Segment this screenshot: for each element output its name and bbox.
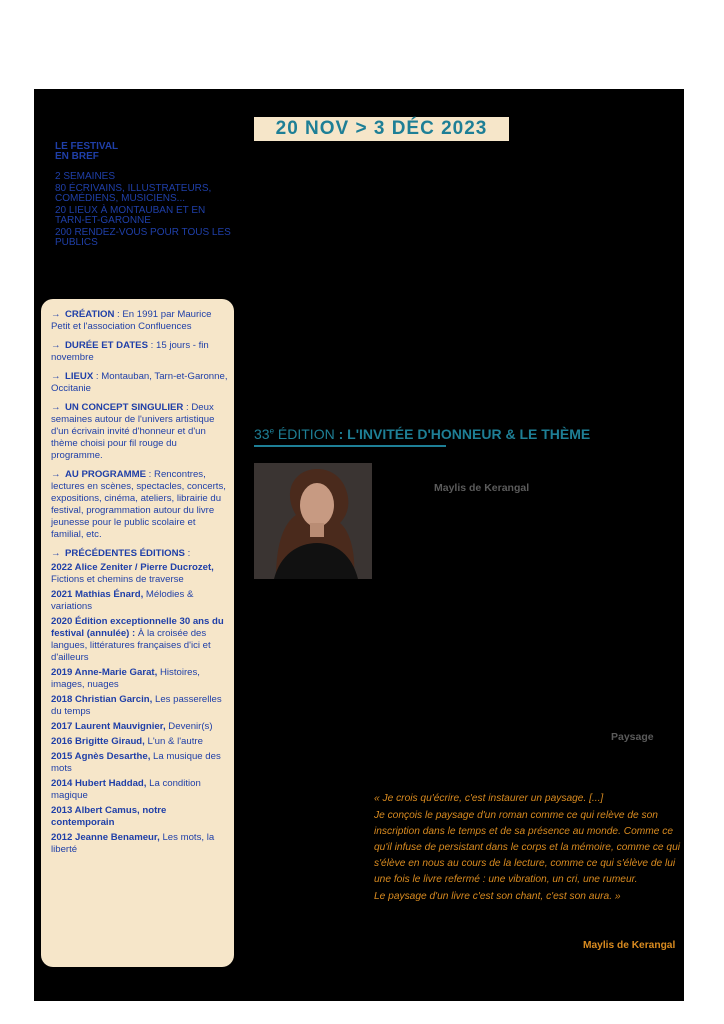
arrow-right-icon: →	[51, 548, 61, 559]
info-section-places: → LIEUX : Montauban, Tarn-et-Garonne, Occitanie	[51, 371, 228, 394]
festival-dates-banner: 20 NOV > 3 DÉC 2023	[254, 117, 509, 141]
info-section-program: → AU PROGRAMME : Rencontres, lectures en scènes, spectacles, concerts, expositions, cinéma, ateliers, librairie du festival, programmation autour du livre jeunesse pour le public scolaire et familial, etc.	[51, 469, 226, 540]
previous-editions-heading: → PRÉCÉDENTES ÉDITIONS :	[51, 548, 191, 559]
quote-signature: Maylis de Kerangal	[583, 940, 676, 951]
program-page	[34, 89, 684, 1001]
previous-edition: 2012 Jeanne Benameur, Les mots, la liberté	[51, 832, 215, 855]
arrow-right-icon: →	[51, 402, 61, 413]
heading-underline	[254, 445, 446, 447]
previous-edition: 2019 Anne-Marie Garat, Histoires, images, nuages	[51, 667, 200, 690]
author-name: Maylis de Kerangal	[434, 482, 530, 494]
summary-item: 200 RENDEZ-VOUS POUR TOUS LES PUBLICS	[55, 227, 231, 248]
previous-edition: 2014 Hubert Haddad, La condition magique	[51, 778, 201, 801]
previous-edition: 2013 Albert Camus, notre contemporain	[51, 805, 167, 828]
quote-line: « Je crois qu'écrire, c'est instaurer un paysage. [...]	[374, 793, 604, 804]
theme-label: Paysage	[611, 731, 654, 743]
previous-edition: 2022 Alice Zeniter / Pierre Ducrozet, Fictions et chemins de traverse	[51, 562, 214, 585]
summary-item: 20 LIEUX À MONTAUBAN ET EN TARN-ET-GARONNE	[55, 205, 206, 226]
festival-summary	[55, 142, 235, 250]
info-section-dates: → DURÉE ET DATES : 15 jours - fin novembre	[51, 340, 209, 363]
previous-edition: 2018 Christian Garcin, Les passerelles du temps	[51, 694, 222, 717]
previous-edition: 2017 Laurent Mauvignier, Devenir(s)	[51, 721, 213, 732]
previous-edition: 2021 Mathias Énard, Mélodies & variations	[51, 589, 194, 612]
arrow-right-icon: →	[51, 340, 61, 351]
summary-title: LE FESTIVAL EN BREF	[55, 141, 119, 162]
author-quote	[374, 791, 684, 906]
previous-edition: 2015 Agnès Desarthe, La musique des mots	[51, 751, 221, 774]
previous-edition: 2020 Édition exceptionnelle 30 ans du festival (annulée) : À la croisée des langues, littératures françaises d'ici et d'ailleurs	[51, 616, 224, 663]
quote-line: Le paysage d'un livre c'est son chant, c'est son aura. »	[374, 891, 621, 902]
arrow-right-icon: →	[51, 309, 61, 320]
summary-item: 2 SEMAINES	[55, 171, 116, 182]
previous-edition: 2016 Brigitte Giraud, L'un & l'autre	[51, 736, 203, 747]
info-section-creation: → CRÉATION : En 1991 par Maurice Petit et l'association Confluences	[51, 309, 212, 332]
edition-heading: 33e ÉDITION : L'INVITÉE D'HONNEUR & LE THÈME	[254, 426, 591, 442]
arrow-right-icon: →	[51, 469, 61, 480]
author-portrait	[254, 463, 372, 579]
info-section-concept: → UN CONCEPT SINGULIER : Deux semaines autour de l'univers artistique d'un écrivain invité d'honneur et d'un thème choisi pour fil rouge du programme.	[51, 402, 215, 461]
summary-item: 80 ÉCRIVAINS, ILLUSTRATEURS, COMÉDIENS, MUSICIENS...	[55, 183, 212, 204]
quote-line: Je conçois le paysage d'un roman comme ce qui relève de son inscription dans le temps et de sa présence au monde. Comme ce qu'il infuse de persistant dans le corps et la mémoire, comme ce qui s'élève en nous au cours de la lecture, comme ce qui s'élève de lui une fois le livre refermé : une vibration, un cri, une rumeur.	[374, 810, 681, 885]
festival-info-card	[41, 299, 234, 967]
arrow-right-icon: →	[51, 371, 61, 382]
